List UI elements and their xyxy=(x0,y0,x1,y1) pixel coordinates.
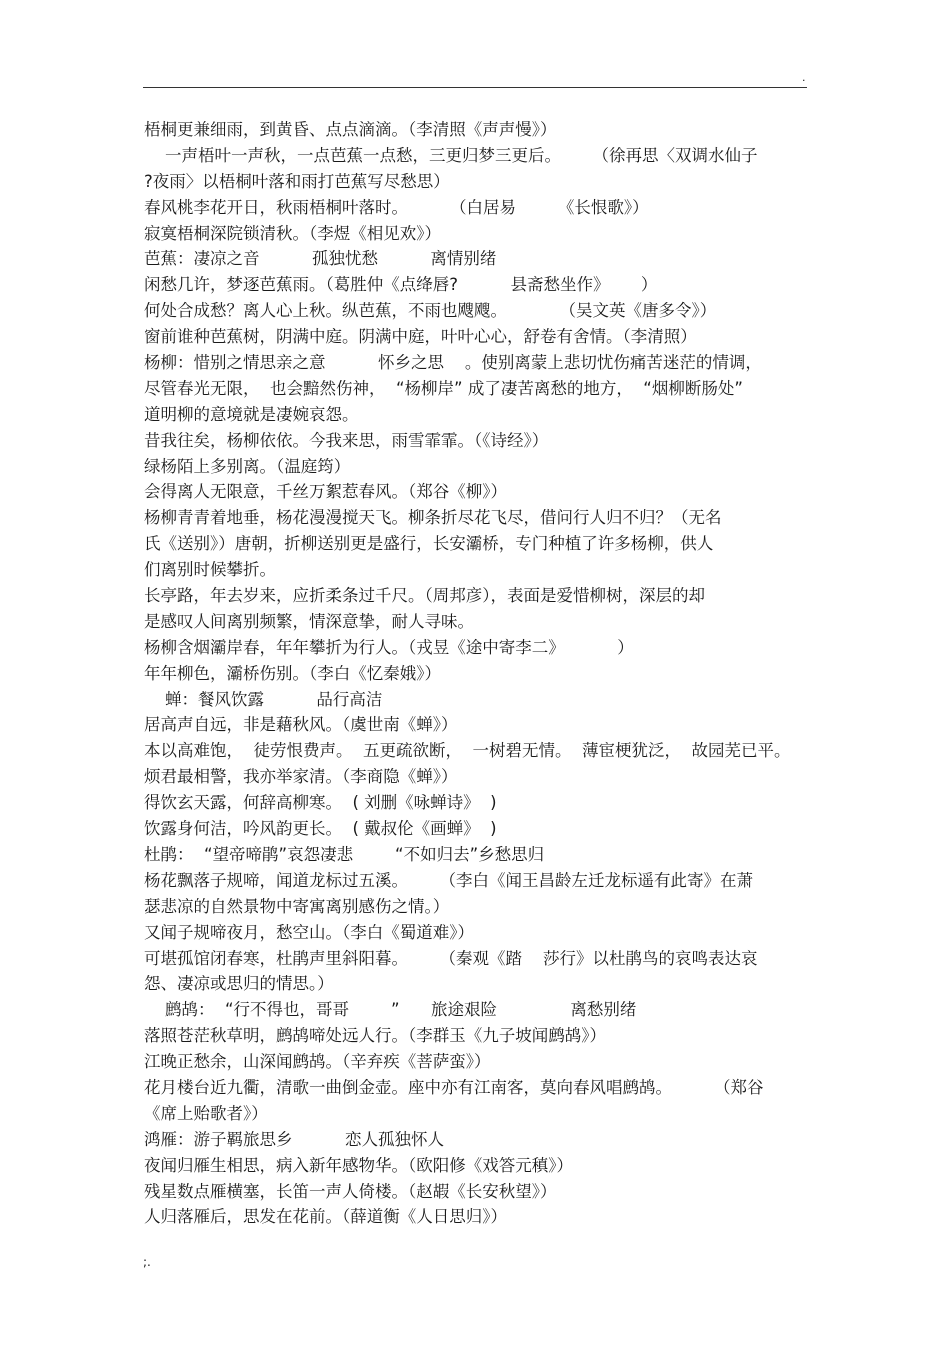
text-line: 人归落雁后，思发在花前。（薛道衡《人日思归》） xyxy=(144,1207,507,1227)
text-line: 长亭路，年去岁来，应折柔条过千尺。（周邦彦），表面是爱惜柳树，深层的却 xyxy=(144,586,705,606)
text-line: 鹧鸪： “行不得也，哥哥 ” 旅途艰险 离愁别绪 xyxy=(144,1000,637,1020)
footer-mark: ;. xyxy=(143,1255,151,1269)
text-line: 瑟悲凉的自然景物中寄寓离别感伤之情。） xyxy=(144,896,450,916)
text-line: 何处合成愁？离人心上秋。纵芭蕉，不雨也飕飕。 （吴文英《唐多令》） xyxy=(144,301,717,321)
text-line: 寂寞梧桐深院锁清秋。（李煜《相见欢》） xyxy=(144,223,441,243)
text-line: 梧桐更兼细雨，到黄昏、点点滴滴。（李清照《声声慢》） xyxy=(144,120,557,139)
text-line: 杨花飘落子规啼，闻道龙标过五溪。 （李白《闻王昌龄左迁龙标遥有此寄》在萧 xyxy=(144,870,753,890)
header-rule xyxy=(143,87,807,88)
text-line: 是感叹人间离别频繁，情深意挚，耐人寻味。 xyxy=(144,611,474,631)
text-line: 氏《送别》）唐朝，折柳送别更是盛行，长安灞桥，专门种植了许多杨柳，供人 xyxy=(144,534,714,554)
text-line: 落照苍茫秋草明，鹧鸪啼处远人行。（李群玉《九子坡闻鹧鸪》） xyxy=(144,1026,606,1046)
text-line: 杨柳：惜别之情思亲之意 怀乡之思 。使别离蒙上悲切忧伤痛苦迷茫的情调， xyxy=(144,353,762,373)
text-line: 一声梧叶一声秋，一点芭蕉一点愁，三更归梦三更后。 （徐再思〈双调水仙子 xyxy=(144,145,758,165)
text-line: 杨柳青青着地垂，杨花漫漫搅天飞。柳条折尽花飞尽，借问行人归不归？（无名 xyxy=(144,508,722,528)
text-line: 杨柳含烟灞岸春，年年攀折为行人。（戎昱《途中寄李二》 ） xyxy=(144,637,634,657)
text-line: 可堪孤馆闭春寒，杜鹃声里斜阳暮。 （秦观《踏 莎行》以杜鹃鸟的哀鸣表达哀 xyxy=(144,948,758,968)
text-line: 居高声自远，非是藉秋风。（虞世南《蝉》） xyxy=(144,715,458,735)
text-line: 会得离人无限意，千丝万絮惹春风。（郑谷《柳》） xyxy=(144,482,507,502)
text-line: 怨、凄凉或思归的情思。） xyxy=(144,974,334,994)
text-line: 道明柳的意境就是凄婉哀怨。 xyxy=(144,404,359,424)
text-line: 昔我往矣，杨柳依依。今我来思，雨雪霏霏。（《诗经》） xyxy=(144,430,549,450)
text-line: 春风桃李花开日，秋雨梧桐叶落时。 （白居易 《长恨歌》） xyxy=(144,197,649,217)
header-mark: . xyxy=(802,71,806,84)
text-line: 窗前谁种芭蕉树，阴满中庭。阴满中庭，叶叶心心，舒卷有舍情。（李清照） xyxy=(144,327,697,347)
text-line: 又闻子规啼夜月，愁空山。（李白《蜀道难》） xyxy=(144,922,474,942)
text-line: 烦君最相警，我亦举家清。（李商隐《蝉》） xyxy=(144,767,458,787)
text-line: 江晚正愁余，山深闻鹧鸪。（辛弃疾《菩萨蛮》） xyxy=(144,1052,491,1072)
text-line: 尽管春光无限， 也会黯然伤神， “杨柳岸” 成了凄苦离愁的地方， “烟柳断肠处” xyxy=(144,378,743,398)
text-line: 芭蕉：凄凉之音 孤独忧愁 离情别绪 xyxy=(144,249,497,269)
text-line: 蝉：餐风饮露 品行高洁 xyxy=(144,689,383,709)
text-line: 绿杨陌上多别离。（温庭筠） xyxy=(144,456,351,476)
text-line: 得饮玄天露，何辞高柳寒。 ( 刘删《咏蝉诗》 ) xyxy=(144,793,497,813)
text-line: 《席上贻歌者》） xyxy=(144,1103,268,1123)
text-line: 夜闻归雁生相思，病入新年感物华。（欧阳修《戏答元稹》） xyxy=(144,1155,573,1175)
text-line: ?夜雨〉以梧桐叶落和雨打芭蕉写尽愁思） xyxy=(144,171,450,191)
text-line: 们离别时候攀折。 xyxy=(144,560,276,580)
document-body xyxy=(144,117,814,1230)
text-line: 鸿雁：游子羁旅思乡 恋人孤独怀人 xyxy=(144,1129,444,1149)
text-line: 残星数点雁横塞，长笛一声人倚楼。（赵嘏《长安秋望》） xyxy=(144,1181,557,1201)
text-line: 杜鹃： “望帝啼鹃”哀怨凄悲 “不如归去”乡愁思归 xyxy=(144,844,545,864)
text-line: 年年柳色，灞桥伤别。（李白《忆秦娥》） xyxy=(144,663,441,683)
text-line: 饮露身何洁，吟风韵更长。 ( 戴叔伦《画蝉》 ) xyxy=(144,819,497,839)
text-line: 花月楼台近九衢，清歌一曲倒金壶。座中亦有江南客，莫向春风唱鹧鸪。 （郑谷 xyxy=(144,1077,764,1097)
text-line: 本以高难饱， 徒劳恨费声。 五更疏欲断， 一树碧无情。 薄宦梗犹泛， 故园芜已平。 xyxy=(144,741,791,761)
text-line: 闲愁几许，梦逐芭蕉雨。（葛胜仲《点绛唇? 县斋愁坐作》 ） xyxy=(144,275,658,295)
